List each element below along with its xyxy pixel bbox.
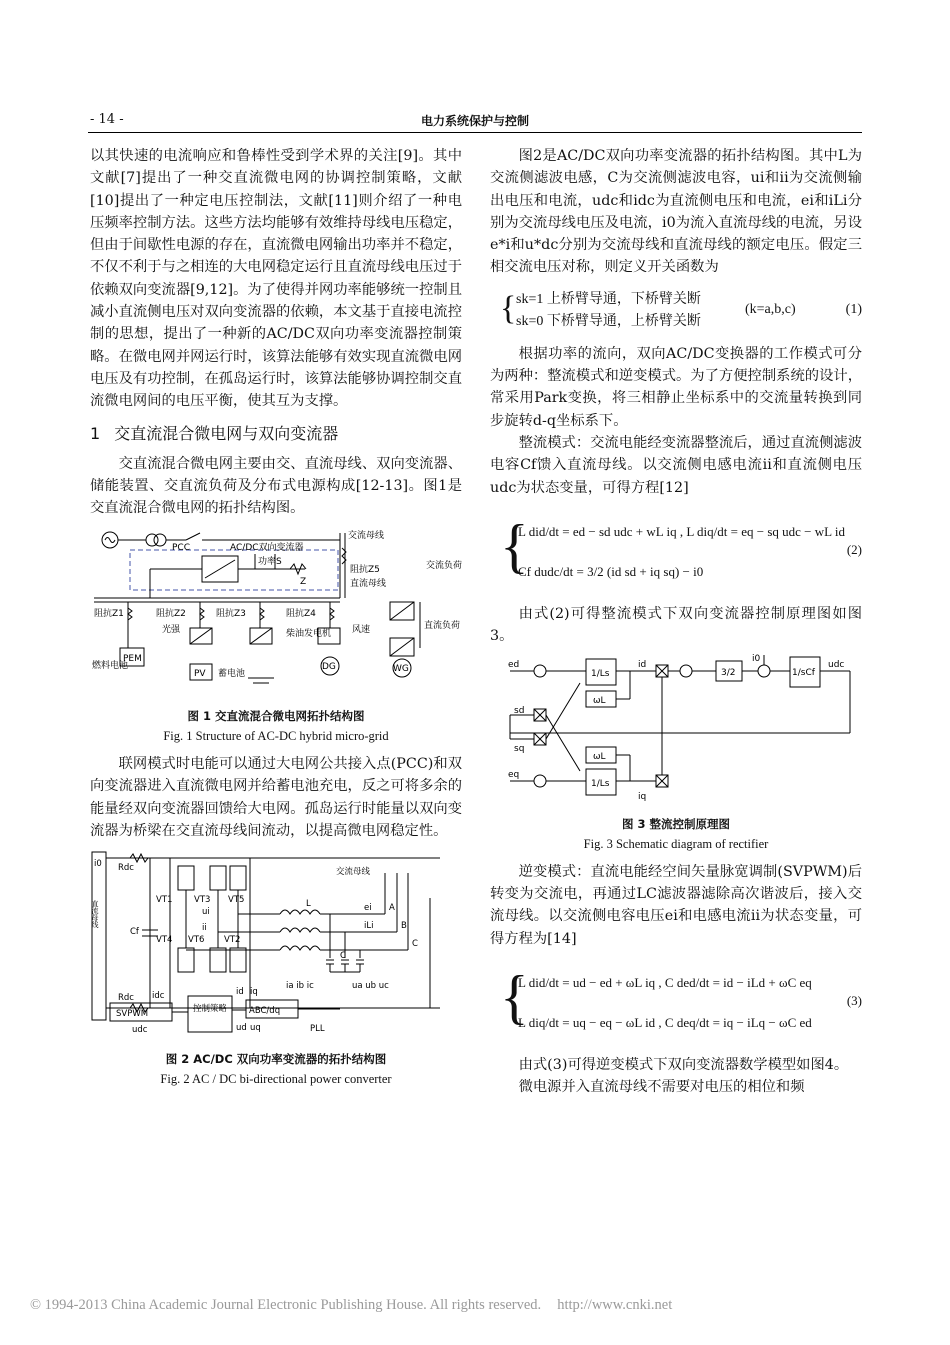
fig3-label-id: id [638,660,647,671]
fig1-label-pcc: PCC [172,542,190,553]
fig3-label-sq: sq [514,744,525,755]
fig3-label-udc: udc [828,660,845,671]
fig2-label-ud: ud [236,1023,247,1034]
eq3-line-1: L did/dt = ud − ed + ωL iq , C ded/dt = id − iLd + ωC eq [518,974,812,990]
right-column [490,145,862,1099]
fig2-label-ei: ei [364,903,372,914]
fig1-label-diesel: 柴油发电机 [286,628,332,639]
fig2-label-control-strategy: 控制策略 [193,1004,228,1015]
paragraph: 逆变模式：直流电能经空间矢量脉宽调制(SVPWM)后转变为交流电，再通过LC滤波器滤除高次谐波后，接入交流母线。以交流侧电容电压ei和电感电流ii为状态变量，可得方程为[14] [490,863,862,947]
eq1-number: (1) [845,301,862,317]
paragraph: 微电源并入直流母线不需要对电压的相位和频 [518,1079,805,1096]
fig1-label-z3: 阻抗Z3 [216,608,246,619]
fig2-label-ili: iLi [364,921,374,932]
equation-1: { sk=1 上桥臂导通，下桥臂关断 sk=0 下桥臂导通，上桥臂关断 (k=a,b,c) (1) [500,287,862,333]
fig2-label-svpwm: SVPWM [116,1009,149,1020]
fig1-label-fuel-cell: 燃料电池 [92,660,129,671]
paragraph: 图2是AC/DC双向功率变流器的拓扑结构图。其中L为交流侧滤波电感，C为交流侧滤波电容，ui和ii为交流侧输出电压和电流，udc和idc为直流侧电压和电流，ei和iLi分别为交流母线电压及电流，i0为流入直流母线的电流，另设e*i和u*dc分别为交流母线和直流母线的额定电压。假定三相交流电压对称，则定义开关函数为 [490,148,862,276]
fig2-label-rdc: Rdc [118,863,134,874]
fig2-label-cf: Cf [130,927,139,938]
fig3-label-gain: 3/2 [721,668,736,679]
equation-3: { L did/dt = ud − ed + ωL iq , C ded/dt = id − iLd + ωC eq L diq/dt = uq − eq − ωL id , C deq/dt = iq − iLq − ωC ed (3) [500,960,862,1044]
fig2-label-phase-b: B [401,921,407,932]
eq1-line-2: sk=0 下桥臂导通，上桥臂关断 [516,313,701,329]
fig1-label-wind: 风速 [352,624,371,635]
fig3-label-iq: iq [638,792,647,803]
fig2-label-capacitor: C [340,951,346,962]
fig1-label-converter: AC/DC双向变流器 [230,542,304,553]
fig2-label-iq: iq [250,987,258,998]
fig2-label-phase-c: C [412,939,418,950]
footer-url[interactable]: http://www.cnki.net [557,1297,673,1313]
fig1-label-wg: WG [393,663,409,674]
eq2-line-1: L did/dt = ed − sd udc + wL iq , L diq/dt = eq − sq udc − wL id [518,523,845,539]
fig3-label-eq: eq [508,770,520,781]
fig1-label-dg: DG [322,661,336,672]
eq2-line-2: Cf dudc/dt = 3/2 (id sd + iq sq) − i0 [518,563,704,579]
paragraph: 以其快速的电流响应和鲁棒性受到学术界的关注[9]。其中文献[7]提出了一种交直流微电网的协调控制策略，文献[10]提出了一种定电压控制法，文献[11]则介绍了一种电压频率控制方法。这些方法均能够有效维持母线电压稳定，但由于间歇性电源的存在，直流微电网输出功率并不稳定，不仅不利于与之相连的大电网稳定运行且直流母线电压过于依赖双向变流器[9,12]。为了使得并网功率能够统一控制且减小直流侧电压对双向变流器的依赖，本文基于直接电流控制的思想，提出了一种新的AC/DC双向功率变流器控制策略。在微电网并网运行时，该算法能够有效实现直流微电网电压及有功控制，在孤岛运行时，该算法能够协调控制交直流微电网间的电压平衡，使其互为支撑。 [90,148,462,410]
figure-3-caption-en: Fig. 3 Schematic diagram of rectifier [583,836,769,851]
fig2-label-ii: ii [202,923,207,934]
paragraph: 整流模式：交流电能经变流器整流后，通过直流侧滤波电容Cf馈入直流母线。以交流侧电感电流ii和直流侧电压udc为状态变量，可得方程[12] [490,434,862,496]
figure-1-microgrid-topology [90,528,462,698]
fig1-label-z1: 阻抗Z1 [94,608,124,619]
paragraph: 根据功率的流向，双向AC/DC变换器的工作模式可分为两种：整流模式和逆变模式。为了方便控制系统的设计，常采用Park变换，将三相静止坐标系中的交流量转换到同步旋转d-q坐标系下。 [490,345,862,429]
fig2-label-dc-side: 直流母线 [91,900,99,929]
figure-2-caption-en: Fig. 2 AC / DC bi-directional power converter [160,1071,392,1086]
fig2-label-vt2: VT2 [224,935,241,946]
journal-title: 电力系统保护与控制 [420,114,529,128]
fig2-label-vt4: VT4 [156,935,173,946]
fig2-label-uq: uq [250,1023,261,1034]
fig3-label-ls-q: 1/Ls [591,779,610,790]
fig1-label-z2: 阻抗Z2 [156,608,186,619]
fig2-label-idc: idc [152,991,165,1002]
fig2-label-vt6: VT6 [188,935,205,946]
section-heading [90,423,462,445]
eq3-line-2: L diq/dt = uq − eq − ωL id , C deq/dt = iq − iLq − ωC ed [518,1014,812,1030]
fig2-label-l: L [306,899,311,910]
fig1-label-z5: 阻抗Z5 [350,564,380,575]
fig2-label-vt5: VT5 [228,895,245,906]
fig3-label-wl-2: ωL [593,752,606,763]
fig1-label-power: 功率S [258,556,282,567]
fig1-label-dc-load: 直流负荷 [424,620,461,631]
fig1-label-z: Z [300,576,307,587]
fig2-label-vt3: VT3 [194,895,211,906]
paragraph: 由式(3)可得逆变模式下双向变流器数学模型如图4。 [518,1056,849,1073]
fig1-label-dc-bus: 直流母线 [350,578,387,589]
page-header [88,110,862,133]
fig1-label-battery: 蓄电池 [218,668,246,679]
paragraph: 联网模式时电能可以通过大电网公共接入点(PCC)和双向变流器进入直流微电网并给蓄电池充电，反之可将多余的能量经双向变流器回馈给大电网。孤岛运行时能量以双向变流器为桥梁在交直流母线间流动，以提高微电网稳定性。 [90,756,462,839]
figure-1-caption-en: Fig. 1 Structure of AC-DC hybrid micro-grid [163,729,389,744]
eq2-number: (2) [846,541,862,557]
fig2-label-id: id [236,987,244,998]
figure-1-caption-cn: 图 1 交直流混合微电网拓扑结构图 [187,709,365,724]
fig2-label-vt1: VT1 [156,895,173,906]
section-number: 1 [90,423,101,443]
fig2-label-phase-a: A [389,903,395,914]
eq1-line-1: sk=1 上桥臂导通，下桥臂关断 [516,291,701,307]
fig2-label-i0: i0 [94,859,102,870]
fig3-label-scf: 1/sCf [792,668,815,679]
figure-3-caption-cn: 图 3 整流控制原理图 [621,816,730,831]
section-title: 交直流混合微电网与双向变流器 [114,423,339,443]
fig2-label-iabc: ia ib ic [286,981,314,992]
fig2-label-pll: PLL [310,1024,325,1035]
page-number: - 14 - [90,112,124,127]
eq1-condition: (k=a,b,c) [745,301,796,317]
fig1-label-pv: PV [194,668,206,679]
fig1-label-light: 光强 [162,624,181,635]
figure-2-converter-topology [90,848,462,1040]
paragraph: 由式(2)可得整流模式下双向变流器控制原理图如图3。 [490,605,862,645]
fig3-label-wl-1: ωL [593,696,606,707]
fig3-label-ed: ed [508,660,520,671]
eq3-number: (3) [846,992,862,1008]
fig3-label-i0: i0 [752,654,761,665]
fig2-label-abc-dq: ABC/dq [249,1006,281,1017]
fig2-label-rdc-2: Rdc [118,993,134,1004]
fig1-label-z4: 阻抗Z4 [286,608,316,619]
fig2-label-ui: ui [202,907,210,918]
fig3-label-sd: sd [514,706,525,717]
figure-3-rectifier-control [490,653,862,805]
paragraph: 交直流混合微电网主要由交、直流母线、双向变流器、储能装置、交直流负荷及分布式电源构成[12-13]。图1是交直流混合微电网的拓扑结构图。 [90,455,462,517]
figure-2-caption-cn: 图 2 AC/DC 双向功率变流器的拓扑结构图 [165,1051,387,1066]
fig2-label-udc: udc [132,1025,148,1036]
equation-2: { L did/dt = ed − sd udc + wL iq , L diq/dt = eq − sq udc − wL id Cf dudc/dt = 3/2 (id sd + iq sq) − i0 (2) [500,509,862,593]
left-column [90,145,462,1096]
fig1-label-pem: PEM [123,653,142,664]
copyright-footer [30,1297,672,1314]
fig2-label-ac-bus: 交流母线 [336,867,371,878]
fig3-label-ls-d: 1/Ls [591,669,610,680]
copyright-text: © 1994-2013 China Academic Journal Electronic Publishing House. All rights reserved. [30,1297,542,1313]
fig1-label-ac-load: 交流负荷 [426,560,462,571]
fig1-label-ac-bus: 交流母线 [348,530,385,541]
fig2-label-uabc: ua ub uc [352,981,389,992]
